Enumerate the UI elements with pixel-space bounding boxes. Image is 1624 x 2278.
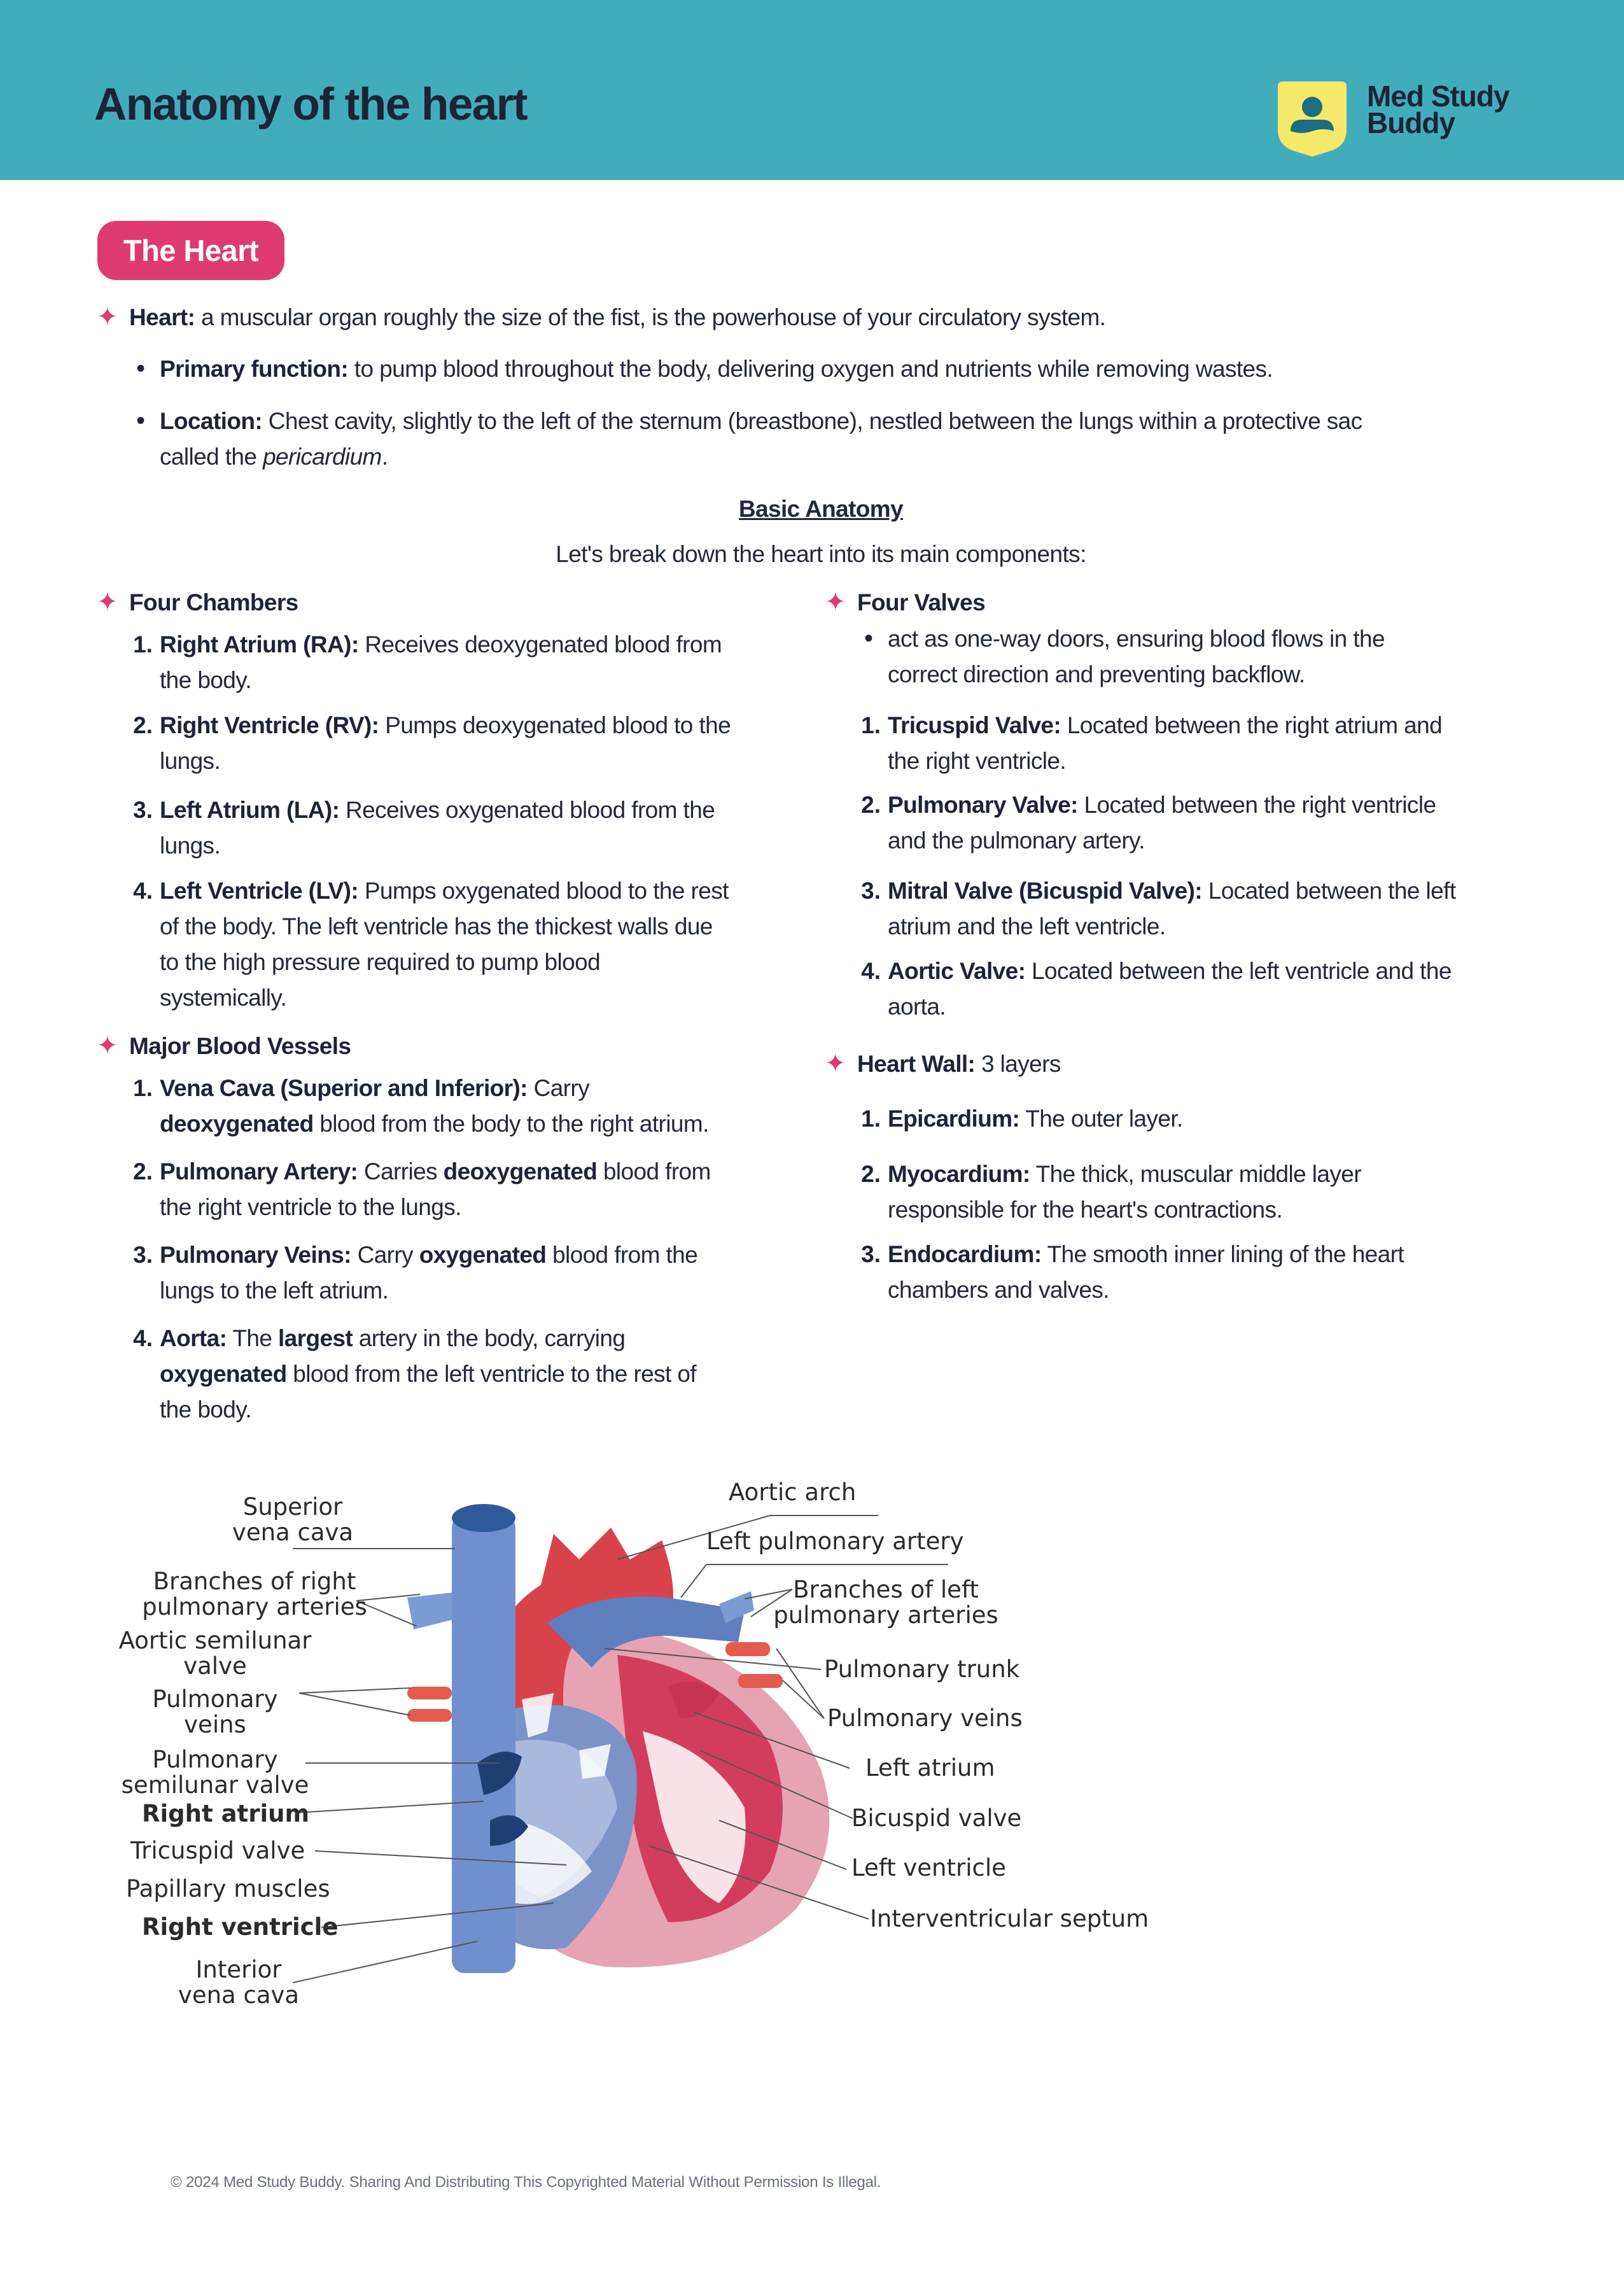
vessel-text: blood from the left ventricle to the rest of [286,1361,697,1387]
label-line: Branches of left [793,1576,979,1603]
label-aortic-semilunar-valve [119,1628,312,1679]
location-italic: pericardium [263,444,382,470]
vessel-text: The [227,1325,278,1351]
label-interior-vena-cava [178,1957,299,2008]
chamber-item-cont: to the high pressure required to pump blood [160,949,601,975]
valve-item [888,953,1452,989]
valve-item [888,707,1442,743]
logo-line-1: Med Study [1367,80,1509,113]
heart-diagram [108,1464,1190,2037]
label-pulmonary-veins-left [152,1687,277,1738]
vessel-item-cont: lungs to the left atrium. [160,1277,389,1304]
sparkle-icon: ✦ [825,1050,846,1078]
label-interventricular-septum: Interventricular septum [870,1905,1149,1932]
valve-item-cont: the right ventricle. [888,748,1067,774]
label-bicuspid-valve: Bicuspid valve [851,1804,1022,1832]
valve-label: Tricuspid Valve: [888,712,1061,738]
sparkle-icon: ✦ [97,588,118,616]
location-label: Location: [160,408,263,434]
list-number: 3. [861,1241,881,1267]
label-pulmonary-veins-right: Pulmonary veins [827,1705,1023,1732]
section-pill-the-heart: The Heart [97,221,284,280]
chamber-text: Pumps oxygenated blood to the rest [358,878,729,904]
valve-item-cont: and the pulmonary artery. [888,827,1145,854]
location-end: . [381,444,388,470]
valve-text: Located between the right atrium and [1061,712,1443,738]
wall-item-label: Epicardium: [888,1106,1020,1132]
vessel-item-cont: the right ventricle to the lungs. [160,1194,461,1220]
heart-text: a muscular organ roughly the size of the fist, is the powerhouse of your circulatory system. [195,304,1106,330]
label-line: pulmonary arteries [773,1601,998,1629]
label-papillary-muscles: Papillary muscles [126,1875,330,1902]
vessel-item [160,1237,697,1273]
chamber-text: Receives oxygenated blood from the [339,797,715,823]
sparkle-icon: ✦ [97,303,118,331]
valve-text: Located between the left [1202,878,1456,904]
valve-label: Mitral Valve (Bicuspid Valve): [888,878,1203,904]
wall-item [888,1156,1361,1192]
valve-item-cont: aorta. [888,994,946,1020]
vessel-text: Carries [358,1158,444,1185]
label-right-ventricle: Right ventricle [142,1913,339,1941]
list-number: 2. [861,1161,881,1187]
list-number: 1. [133,1075,153,1101]
list-number: 4. [861,958,881,984]
label-branches-left-pulmonary [773,1577,998,1628]
bullet-icon: • [864,624,874,652]
copyright-footer: © 2024 Med Study Buddy. Sharing And Distributing This Copyrighted Material Without Permission Is Illegal. [171,2174,881,2191]
label-aortic-arch: Aortic arch [729,1479,857,1506]
label-pulmonary-trunk: Pulmonary trunk [824,1656,1020,1683]
valves-bullet-line-2: correct direction and preventing backflow. [888,661,1305,687]
label-line: vena cava [178,1981,300,2009]
vessel-item [160,1153,711,1190]
vessel-bold: deoxygenated [443,1158,598,1185]
valves-bullet-line-1: act as one-way doors, ensuring blood flows in the [888,626,1385,652]
chamber-label: Left Atrium (LA): [160,797,340,823]
label-line: Pulmonary [152,1685,278,1713]
wall-item-text: The thick, muscular middle layer [1030,1161,1362,1187]
primary-function [160,351,1273,387]
vessel-label: Pulmonary Veins: [160,1242,351,1268]
vessel-label: Vena Cava (Superior and Inferior): [160,1075,528,1101]
vessel-text: blood from [597,1158,711,1185]
list-number: 2. [133,1158,153,1185]
list-number: 1. [133,631,153,657]
valve-item [888,873,1456,909]
label-line: semilunar valve [121,1771,309,1799]
label-tricuspid-valve: Tricuspid valve [130,1837,305,1864]
list-number: 2. [133,712,153,738]
bullet-icon: • [136,355,146,383]
chamber-item-cont: the body. [160,667,252,693]
wall-item-label: Endocardium: [888,1241,1042,1267]
valves-heading: Four Valves [857,589,986,615]
heart-label: Heart: [129,304,195,330]
logo-line-2: Buddy [1367,106,1455,139]
label-line: Pulmonary [152,1746,278,1773]
wall-item [888,1236,1404,1272]
location-line-2 [160,439,388,475]
valve-text: Located between the left ventricle and the [1025,958,1452,984]
chambers-heading: Four Chambers [129,589,298,615]
vessel-item-cont: the body. [160,1396,252,1423]
med-study-buddy-logo-icon [1274,76,1350,159]
list-number: 3. [861,878,881,904]
label-left-atrium: Left atrium [865,1754,995,1782]
label-line: Interior [195,1956,282,1983]
vessel-text: artery in the body, carrying [353,1325,626,1351]
label-line: vena cava [232,1519,354,1546]
vessel-bold: oxygenated [160,1361,287,1387]
vessel-item-cont [160,1356,696,1392]
valve-item [888,787,1436,823]
list-number: 4. [133,878,153,904]
location [160,403,1362,439]
list-number: 1. [861,1106,881,1132]
valve-text: Located between the right ventricle [1077,792,1436,818]
chamber-label: Right Atrium (RA): [160,631,359,657]
basic-anatomy-heading [0,491,1624,527]
chamber-item [160,873,729,909]
label-branches-right-pulmonary [142,1569,367,1620]
vessel-item [160,1070,589,1106]
list-number: 3. [133,1242,153,1268]
wall-item-text: The smooth inner lining of the heart [1041,1241,1404,1267]
chamber-text: Pumps deoxygenated blood to the [379,712,731,738]
location-text-2: called the [160,444,263,470]
sparkle-icon: ✦ [825,588,846,616]
valve-item-cont: atrium and the left ventricle. [888,913,1166,939]
vessel-bold: oxygenated [419,1242,547,1268]
label-right-atrium: Right atrium [142,1800,310,1827]
vessel-label: Aorta: [160,1325,227,1351]
wall-item-text: The outer layer. [1019,1106,1183,1132]
primary-label: Primary function: [160,356,349,382]
label-line: Branches of right [153,1568,356,1595]
label-pulmonary-semilunar-valve [122,1747,309,1798]
list-number: 4. [133,1325,153,1351]
bullet-icon: • [136,407,146,435]
list-number: 3. [133,797,153,823]
location-text-1: Chest cavity, slightly to the left of the sternum (breastbone), nestled between the lungs within a protective sac [262,408,1362,434]
basic-anatomy-subheading: Let's break down the heart into its main components: [556,541,1086,567]
vessel-text: blood from the body to the right atrium. [313,1111,709,1137]
label-line: Aortic semilunar [118,1627,312,1654]
wall-rest: 3 layers [975,1051,1061,1077]
wall-heading [857,1046,1061,1082]
sparkle-icon: ✦ [97,1032,118,1060]
label-left-ventricle: Left ventricle [851,1854,1006,1881]
chamber-item [160,626,722,663]
wall-label: Heart Wall: [857,1051,976,1077]
primary-text: to pump blood throughout the body, delivering oxygen and nutrients while removing wastes. [348,356,1273,382]
vessel-bold: largest [278,1325,353,1351]
page-title: Anatomy of the heart [94,80,528,130]
vessel-item [160,1320,625,1356]
chamber-item-cont: lungs. [160,833,221,859]
chamber-label: Right Ventricle (RV): [160,712,379,738]
chamber-item-cont: systemically. [160,985,287,1011]
list-number: 2. [861,792,881,818]
label-superior-vena-cava [232,1494,353,1545]
basic-anatomy-title: Basic Anatomy [738,496,904,522]
logo-text [1367,80,1509,139]
label-line: valve [183,1652,247,1680]
label-line: Superior [242,1493,343,1521]
chamber-item-cont: lungs. [160,748,221,774]
heart-definition [129,299,1105,335]
vessels-heading: Major Blood Vessels [129,1033,351,1059]
vessel-bold: deoxygenated [160,1111,314,1137]
vessel-item-cont [160,1106,709,1142]
chamber-item [160,792,715,828]
list-number: 1. [861,712,881,738]
vessel-label: Pulmonary Artery: [160,1158,358,1185]
chamber-label: Left Ventricle (LV): [160,878,359,904]
label-left-pulmonary-artery: Left pulmonary artery [706,1528,964,1555]
vessel-text: blood from the [546,1242,698,1268]
vessel-text: Carry [527,1075,590,1101]
label-line: pulmonary arteries [142,1593,367,1621]
wall-item [888,1100,1183,1137]
valve-label: Pulmonary Valve: [888,792,1078,818]
chamber-item-cont: of the body. The left ventricle has the thickest walls due [160,913,713,939]
valve-label: Aortic Valve: [888,958,1026,984]
label-line: veins [184,1711,246,1738]
wall-item-cont: chambers and valves. [888,1277,1109,1303]
vessel-text: Carry [351,1242,419,1268]
chamber-item [160,707,731,743]
page-header [0,0,1624,180]
wall-item-cont: responsible for the heart's contractions. [888,1197,1283,1223]
chamber-text: Receives deoxygenated blood from [358,631,722,657]
wall-item-label: Myocardium: [888,1161,1030,1187]
